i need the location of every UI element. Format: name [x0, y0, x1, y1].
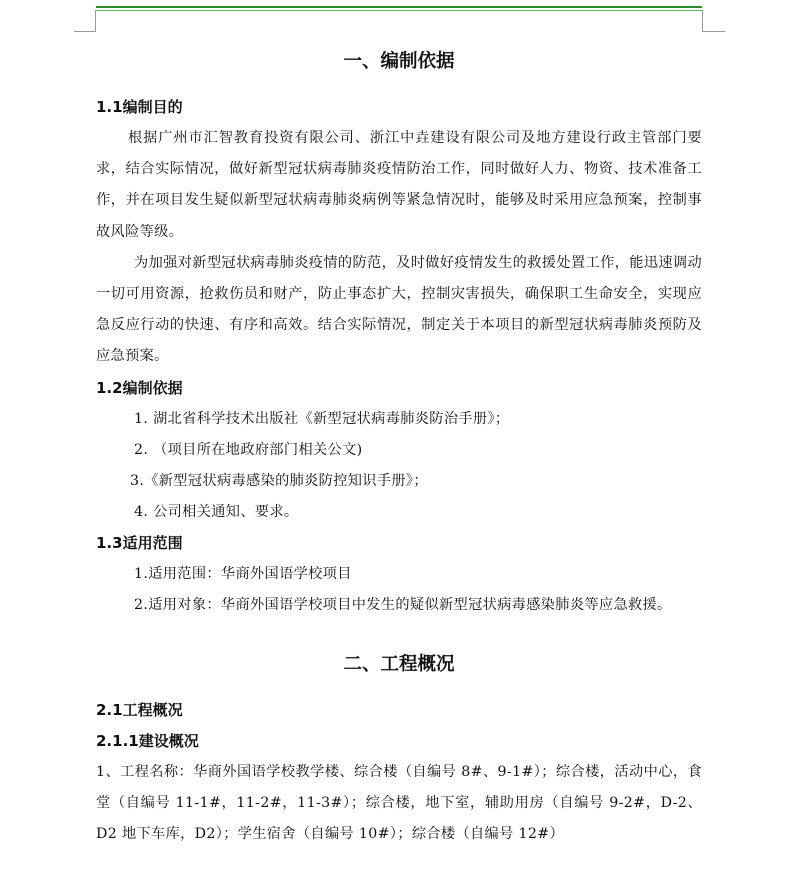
paragraph: 1、工程名称：华商外国语学校教学楼、综合楼（自编号 8#、9-1#）；综合楼，活动中心，食堂（自编号 11-1#，11-2#，11-3#）；综合楼，地下室，辅助用房（自编号 9-2#，D-2、D2 地下车库，D2）；学生宿舍（自编号 10#）；综合楼（自编号 12#）: [96, 763, 702, 843]
header-rule-bottom: [96, 10, 702, 11]
list-item: 1.适用范围：华商外国语学校项目: [134, 565, 352, 582]
crop-mark: [702, 10, 703, 32]
list-item: 2. （项目所在地政府部门相关公文): [134, 441, 363, 458]
chapter-title: 一、编制依据: [343, 51, 455, 72]
section-heading: 2.1工程概况: [96, 700, 183, 719]
crop-mark: [95, 10, 96, 32]
header-rule-top: [96, 6, 702, 8]
crop-mark: [74, 31, 96, 32]
subsection-heading: 2.1.1建设概况: [96, 731, 199, 750]
list-item: 3.《新型冠状病毒感染的肺炎防控知识手册》；: [130, 472, 428, 489]
section-heading: 1.1编制目的: [96, 98, 183, 116]
paragraph: 为加强对新型冠状病毒肺炎疫情的防范，及时做好疫情发生的救援处置工作，能迅速调动一切可用资源，抢救伤员和财产，防止事态扩大，控制灾害损失，确保职工生命安全，实现应急反应行动的快速、有序和高效。结合实际情况，制定关于本项目的新型冠状病毒肺炎预防及应急预案。: [96, 254, 702, 365]
paragraph: 2.适用对象：华商外国语学校项目中发生的疑似新型冠状病毒感染肺炎等应急救援。: [134, 596, 672, 613]
list-item: 1. 湖北省科学技术出版社《新型冠状病毒肺炎防治手册》；: [134, 410, 510, 427]
section-heading: 1.2编制依据: [96, 378, 183, 397]
list-item: 4. 公司相关通知、要求。: [134, 503, 299, 520]
crop-mark: [703, 31, 725, 32]
paragraph: 根据广州市汇智教育投资有限公司、浙江中垚建设有限公司及地方建设行政主管部门要求，结合实际情况，做好新型冠状病毒肺炎疫情防治工作，同时做好人力、物资、技术准备工作，并在项目发生疑似新型冠状病毒肺炎病例等紧急情况时，能够及时采用应急预案，控制事故风险等级。: [96, 130, 702, 240]
section-heading: 1.3适用范围: [96, 533, 183, 552]
document-body: [96, 40, 702, 850]
chapter-title: 二、工程概况: [343, 653, 455, 675]
